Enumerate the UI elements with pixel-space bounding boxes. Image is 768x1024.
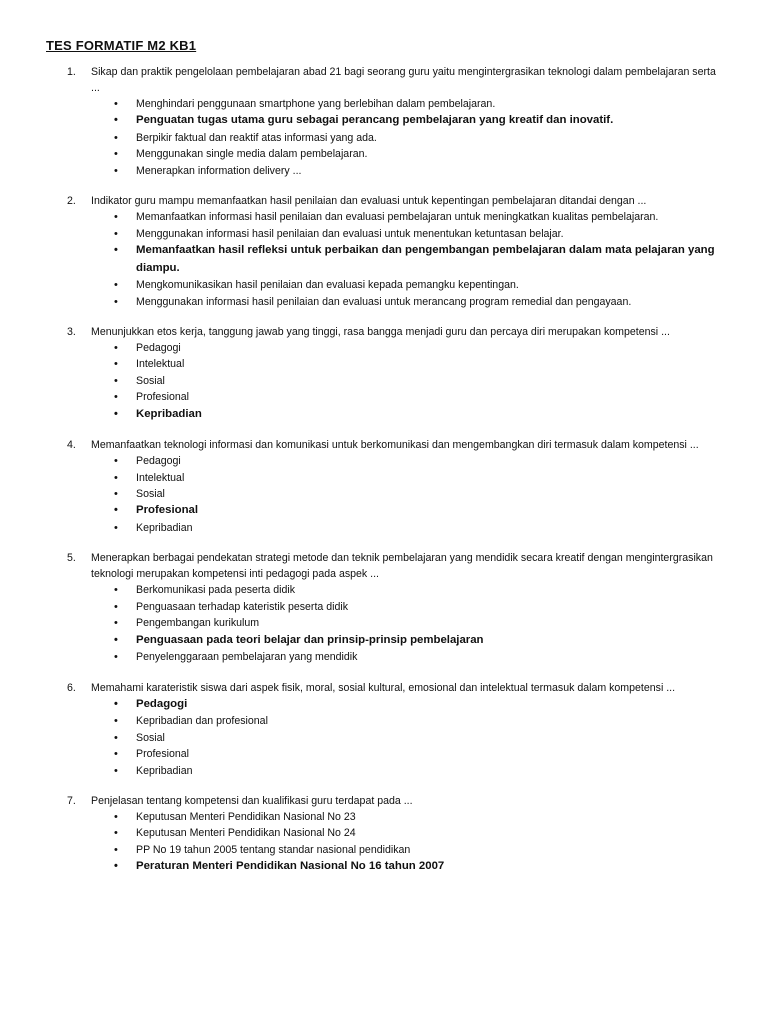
bullet-icon: • xyxy=(114,731,118,744)
answer-option xyxy=(0,470,768,486)
option-text: Kepribadian xyxy=(136,407,202,420)
answer-option xyxy=(0,96,768,112)
question-prompt: Penjelasan tentang kompetensi dan kualifikasi guru terdapat pada ... xyxy=(91,794,413,807)
question-1 xyxy=(0,64,768,179)
answer-option xyxy=(0,746,768,762)
question-prompt: Menerapkan berbagai pendekatan strategi metode dan teknik pembelajaran yang mendidik secara kreatif dengan mengintergrasikan teknologi merupakan kompetensi inti pedagogi pada aspek ... xyxy=(91,552,713,581)
bullet-icon: • xyxy=(114,148,118,161)
bullet-icon: • xyxy=(114,374,118,387)
option-text: Menggunakan single media dalam pembelajaran. xyxy=(136,148,368,161)
option-text: Menerapkan information delivery ... xyxy=(136,164,302,177)
option-text: Kepribadian dan profesional xyxy=(136,715,268,728)
answer-option xyxy=(0,615,768,631)
bullet-icon: • xyxy=(114,633,118,646)
bullet-icon: • xyxy=(114,748,118,761)
option-list xyxy=(0,809,768,876)
question-list xyxy=(0,64,768,890)
option-text: Sosial xyxy=(136,731,165,744)
bullet-icon: • xyxy=(114,810,118,823)
option-text: Mengkomunikasikan hasil penilaian dan evaluasi kepada pemangku kepentingan. xyxy=(136,279,519,292)
option-text: Penguatan tugas utama guru sebagai perancang pembelajaran yang kreatif dan inovatif. xyxy=(136,114,614,127)
option-text: Berkomunikasi pada peserta didik xyxy=(136,584,295,597)
option-text: Menggunakan informasi hasil penilaian dan evaluasi untuk menentukan ketuntasan belajar. xyxy=(136,227,564,240)
bullet-icon: • xyxy=(114,391,118,404)
option-text: Kepribadian xyxy=(136,764,193,777)
answer-option-highlighted xyxy=(0,242,768,277)
option-text: Intelektual xyxy=(136,358,185,371)
answer-option-highlighted xyxy=(0,858,768,876)
answer-option xyxy=(0,520,768,536)
answer-option xyxy=(0,226,768,242)
option-text: Profesional xyxy=(136,748,189,761)
option-text: Sosial xyxy=(136,488,165,501)
answer-option xyxy=(0,809,768,825)
bullet-icon: • xyxy=(114,114,118,127)
bullet-icon: • xyxy=(114,697,118,710)
answer-option xyxy=(0,599,768,615)
answer-option-highlighted xyxy=(0,632,768,650)
option-text: Pengembangan kurikulum xyxy=(136,617,260,630)
answer-option-highlighted xyxy=(0,696,768,714)
question-text xyxy=(0,324,768,340)
answer-option xyxy=(0,356,768,372)
question-number: 5. xyxy=(67,552,76,565)
bullet-icon: • xyxy=(114,295,118,308)
option-text: Menggunakan informasi hasil penilaian dan evaluasi untuk merancang program remedial dan pengayaan. xyxy=(136,295,632,308)
answer-option-highlighted xyxy=(0,406,768,424)
option-text: Penguasaan terhadap kateristik peserta didik xyxy=(136,600,349,613)
bullet-icon: • xyxy=(114,244,118,257)
option-text: Sosial xyxy=(136,374,165,387)
bullet-icon: • xyxy=(114,827,118,840)
bullet-icon: • xyxy=(114,860,118,873)
option-text: Kepribadian xyxy=(136,522,193,535)
question-text xyxy=(0,64,768,96)
answer-option xyxy=(0,825,768,841)
answer-option xyxy=(0,486,768,502)
question-number: 2. xyxy=(67,195,76,208)
option-list xyxy=(0,696,768,779)
bullet-icon: • xyxy=(114,211,118,224)
option-text: Pedagogi xyxy=(136,455,181,468)
answer-option xyxy=(0,277,768,293)
answer-option xyxy=(0,389,768,405)
question-number: 6. xyxy=(67,681,76,694)
question-prompt: Memanfaatkan teknologi informasi dan komunikasi untuk berkomunikasi dan mengembangkan diri termasuk dalam kompetensi ... xyxy=(91,439,699,452)
option-text: Penguasaan pada teori belajar dan prinsip-prinsip pembelajaran xyxy=(136,633,484,646)
option-list xyxy=(0,582,768,665)
question-4 xyxy=(0,437,768,536)
option-list xyxy=(0,209,768,310)
bullet-icon: • xyxy=(114,279,118,292)
option-text: Pedagogi xyxy=(136,342,181,355)
bullet-icon: • xyxy=(114,471,118,484)
option-text: Keputusan Menteri Pendidikan Nasional No 24 xyxy=(136,827,356,840)
answer-option-highlighted xyxy=(0,112,768,130)
bullet-icon: • xyxy=(114,358,118,371)
question-number: 7. xyxy=(67,794,76,807)
question-2 xyxy=(0,193,768,310)
question-number: 1. xyxy=(67,66,76,78)
bullet-icon: • xyxy=(114,600,118,613)
answer-option xyxy=(0,340,768,356)
question-text xyxy=(0,793,768,809)
bullet-icon: • xyxy=(114,617,118,630)
answer-option xyxy=(0,453,768,469)
bullet-icon: • xyxy=(114,132,118,144)
option-text: Peraturan Menteri Pendidikan Nasional No 16 tahun 2007 xyxy=(136,860,445,873)
question-number: 3. xyxy=(67,326,76,339)
answer-option-highlighted xyxy=(0,502,768,520)
question-text xyxy=(0,550,768,582)
bullet-icon: • xyxy=(114,227,118,240)
answer-option xyxy=(0,763,768,779)
bullet-icon: • xyxy=(114,98,118,110)
option-text: Berpikir faktual dan reaktif atas informasi yang ada. xyxy=(136,132,377,144)
bullet-icon: • xyxy=(114,504,118,517)
bullet-icon: • xyxy=(114,584,118,597)
answer-option xyxy=(0,713,768,729)
answer-option xyxy=(0,842,768,858)
option-text: PP No 19 tahun 2005 tentang standar nasional pendidikan xyxy=(136,843,411,856)
question-number: 4. xyxy=(67,439,76,452)
question-3 xyxy=(0,324,768,423)
question-text xyxy=(0,193,768,209)
page-title: TES FORMATIF M2 KB1 xyxy=(46,38,197,53)
bullet-icon: • xyxy=(114,843,118,856)
bullet-icon: • xyxy=(114,455,118,468)
answer-option xyxy=(0,294,768,310)
bullet-icon: • xyxy=(114,164,118,177)
option-list xyxy=(0,340,768,423)
option-list xyxy=(0,453,768,536)
option-text: Keputusan Menteri Pendidikan Nasional No 23 xyxy=(136,810,356,823)
option-text: Memanfaatkan hasil refleksi untuk perbaikan dan pengembangan pembelajaran dalam mata pelajaran yang diampu. xyxy=(136,244,715,274)
question-text xyxy=(0,437,768,453)
bullet-icon: • xyxy=(114,522,118,535)
bullet-icon: • xyxy=(114,407,118,420)
answer-option xyxy=(0,730,768,746)
bullet-icon: • xyxy=(114,342,118,355)
option-list xyxy=(0,96,768,179)
option-text: Memanfaatkan informasi hasil penilaian dan evaluasi pembelajaran untuk meningkatkan kualitas pembelajaran. xyxy=(136,211,659,224)
option-text: Penyelenggaraan pembelajaran yang mendidik xyxy=(136,651,358,664)
option-text: Profesional xyxy=(136,391,189,404)
answer-option xyxy=(0,649,768,665)
bullet-icon: • xyxy=(114,488,118,501)
question-prompt: Indikator guru mampu memanfaatkan hasil penilaian dan evaluasi untuk kepentingan pembelajaran ditandai dengan ... xyxy=(91,195,647,208)
bullet-icon: • xyxy=(114,715,118,728)
bullet-icon: • xyxy=(114,651,118,664)
answer-option xyxy=(0,582,768,598)
answer-option xyxy=(0,163,768,179)
answer-option xyxy=(0,209,768,225)
question-5 xyxy=(0,550,768,665)
question-text xyxy=(0,680,768,696)
question-prompt: Menunjukkan etos kerja, tanggung jawab yang tinggi, rasa bangga menjadi guru dan percaya diri merupakan kompetensi ... xyxy=(91,326,670,339)
question-6 xyxy=(0,680,768,779)
bullet-icon: • xyxy=(114,764,118,777)
question-7 xyxy=(0,793,768,876)
option-text: Menghindari penggunaan smartphone yang berlebihan dalam pembelajaran. xyxy=(136,98,496,110)
question-prompt: Sikap dan praktik pengelolaan pembelajaran abad 21 bagi seorang guru yaitu mengintergrasikan teknologi dalam pembelajaran serta ... xyxy=(91,66,716,94)
option-text: Pedagogi xyxy=(136,697,188,710)
option-text: Profesional xyxy=(136,504,199,517)
question-prompt: Memahami karateristik siswa dari aspek fisik, moral, sosial kultural, emosional dan intelektual termasuk dalam kompetensi ... xyxy=(91,681,676,694)
answer-option xyxy=(0,373,768,389)
answer-option xyxy=(0,146,768,162)
option-text: Intelektual xyxy=(136,471,185,484)
answer-option xyxy=(0,130,768,146)
